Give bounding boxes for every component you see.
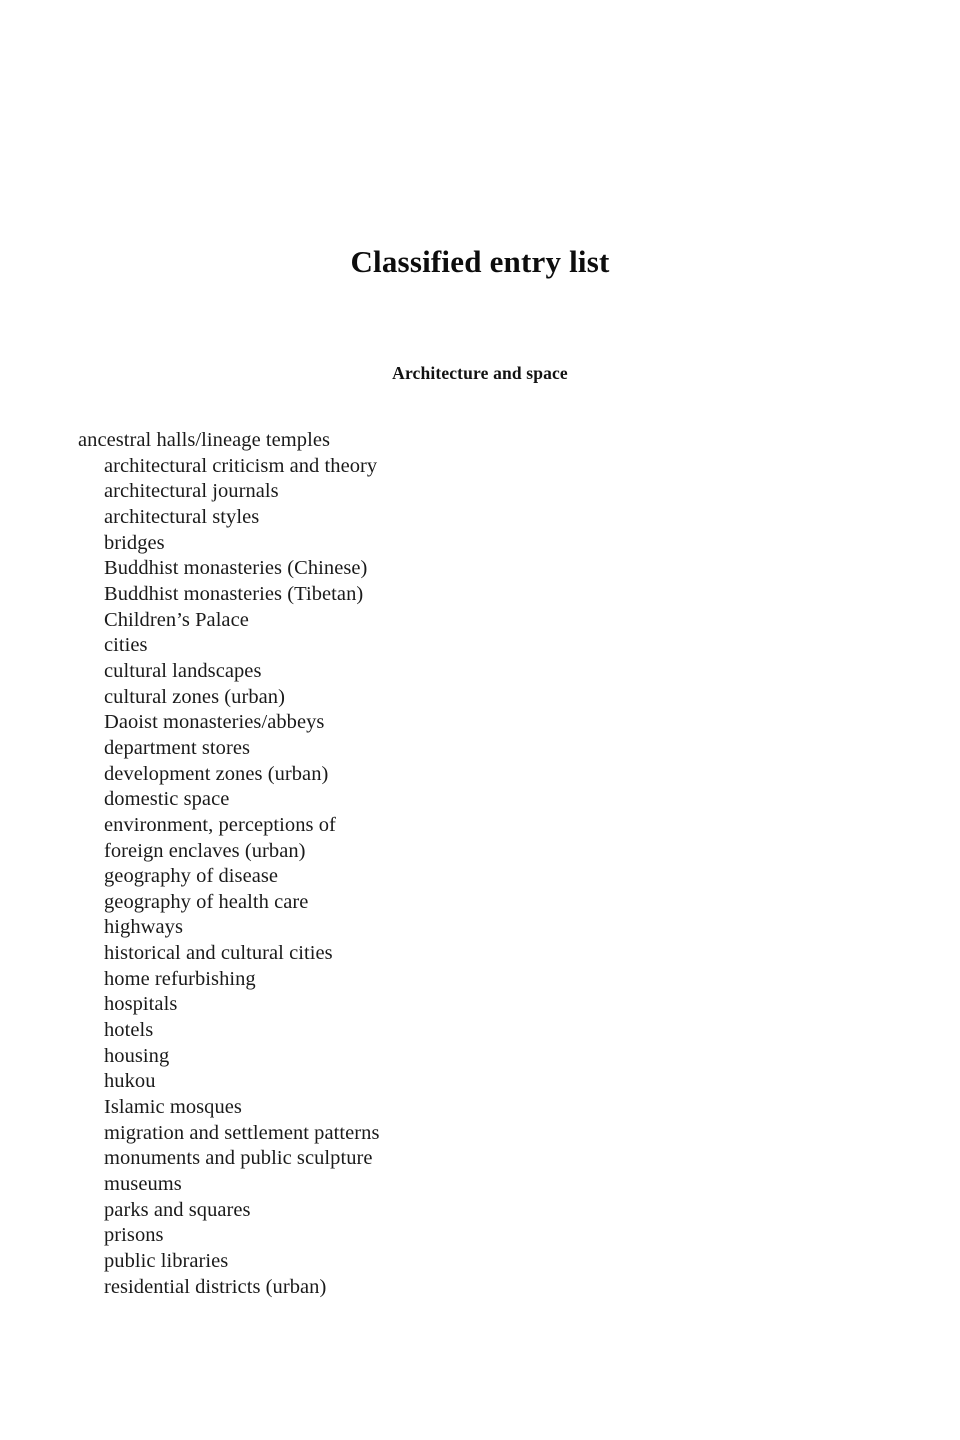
entry-list-item: parks and squares xyxy=(104,1198,251,1221)
entry-list-item: housing xyxy=(104,1044,170,1067)
entry-list-item: development zones (urban) xyxy=(104,762,329,785)
entry-list-item: hukou xyxy=(104,1070,156,1093)
entry-list-item: ancestral halls/lineage temples xyxy=(78,429,331,451)
entry-list-item: cultural zones (urban) xyxy=(104,685,285,708)
entry-list-item: Islamic mosques xyxy=(104,1096,242,1119)
entry-list-item: residential districts (urban) xyxy=(104,1275,327,1298)
entry-list-item: architectural journals xyxy=(104,480,279,503)
page-title: Classified entry list xyxy=(350,243,610,279)
entry-list-item: architectural styles xyxy=(104,505,260,528)
entry-list-item: hotels xyxy=(104,1019,154,1042)
entry-list-item: bridges xyxy=(104,531,165,554)
entry-list-item: environment, perceptions of xyxy=(104,813,336,836)
entry-list-item: architectural criticism and theory xyxy=(104,454,378,477)
entry-list-item: museums xyxy=(104,1173,182,1196)
entry-list-item: migration and settlement patterns xyxy=(104,1121,380,1144)
entry-list-item: historical and cultural cities xyxy=(104,942,333,965)
entry-list-item: monuments and public sculpture xyxy=(104,1147,373,1170)
entry-list-item: prisons xyxy=(104,1224,164,1247)
entry-list-item: cities xyxy=(104,634,148,657)
entry-list-item: Buddhist monasteries (Tibetan) xyxy=(104,582,364,605)
entry-list-item: domestic space xyxy=(104,788,230,811)
entry-list-item: geography of health care xyxy=(104,890,309,913)
classified-entry-list xyxy=(78,428,778,1300)
entry-list-item: department stores xyxy=(104,736,251,759)
entry-list-item: Children’s Palace xyxy=(104,608,249,631)
entry-list-item: highways xyxy=(104,916,183,939)
entry-list-item: public libraries xyxy=(104,1250,229,1272)
entry-list-item: Buddhist monasteries (Chinese) xyxy=(104,557,368,580)
entry-list-item: cultural landscapes xyxy=(104,659,262,682)
entry-list-item: home refurbishing xyxy=(104,967,256,990)
entry-list-item: geography of disease xyxy=(104,865,279,888)
section-heading: Architecture and space xyxy=(392,362,568,383)
entry-list-item: Daoist monasteries/abbeys xyxy=(104,711,325,734)
entry-list-item: foreign enclaves (urban) xyxy=(104,839,306,862)
entry-list-item: hospitals xyxy=(104,993,178,1016)
